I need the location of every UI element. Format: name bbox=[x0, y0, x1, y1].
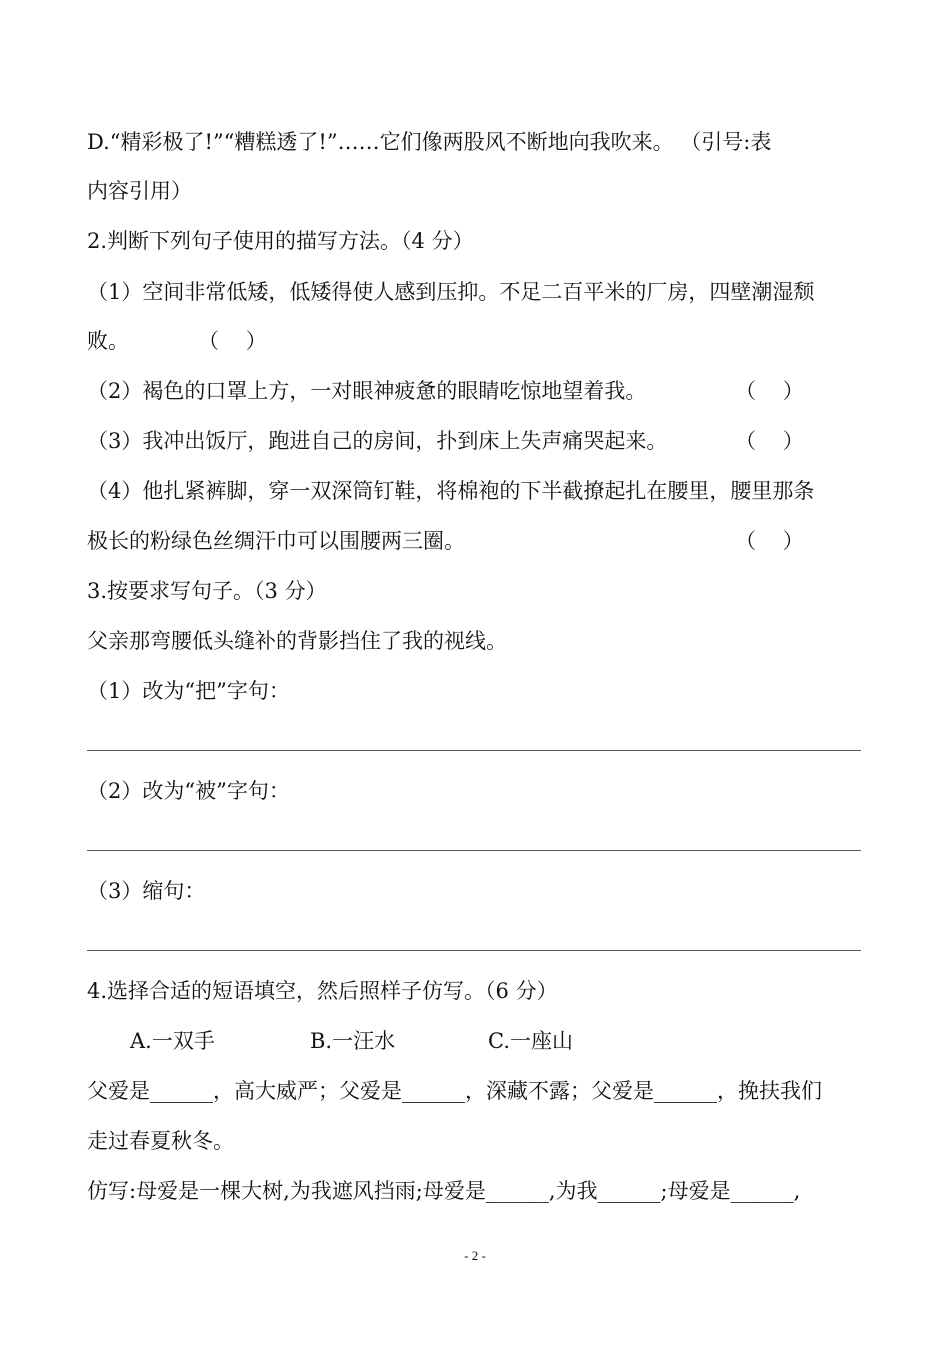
question-3-item-1: （1）改为“把”字句： bbox=[87, 679, 290, 703]
answer-line-1[interactable] bbox=[87, 750, 861, 751]
question-2-title: 2.判断下列句子使用的描写方法。（4 分） bbox=[87, 229, 474, 253]
question-2-item-2: （2）褐色的口罩上方，一对眼神疲惫的眼睛吃惊地望着我。 bbox=[87, 379, 647, 403]
question-2-item-4-line-1: （4）他扎紧裤脚，穿一双深筒钉鞋，将棉袍的下半截撩起扎在腰里，腰里那条 bbox=[87, 479, 815, 503]
answer-bracket-3[interactable]: （ ） bbox=[735, 429, 804, 453]
question-3-item-2: （2）改为“被”字句： bbox=[87, 779, 290, 803]
answer-bracket-1[interactable]: （ ） bbox=[198, 329, 267, 353]
question-4-title: 4.选择合适的短语填空，然后照样子仿写。（6 分） bbox=[87, 979, 558, 1003]
question-4-imitation: 仿写:母爱是一棵大树,为我遮风挡雨;母爱是______,为我______;母爱是______, bbox=[87, 1179, 801, 1203]
d-option-line-1: D.“精彩极了!”“糟糕透了!”……它们像两股风不断地向我吹来。 （引号:表 bbox=[87, 130, 772, 154]
question-2-item-3: （3）我冲出饭厅，跑进自己的房间，扑到床上失声痛哭起来。 bbox=[87, 429, 668, 453]
answer-line-2[interactable] bbox=[87, 850, 861, 851]
answer-bracket-2[interactable]: （ ） bbox=[735, 379, 804, 403]
question-4-option-b: B.一汪水 bbox=[310, 1029, 396, 1053]
answer-bracket-4[interactable]: （ ） bbox=[735, 529, 804, 553]
question-2-item-1-line-1: （1）空间非常低矮，低矮得使人感到压抑。不足二百平米的厂房，四壁潮湿颓 bbox=[87, 280, 815, 304]
question-2-item-4-line-2: 极长的粉绿色丝绸汗巾可以围腰两三圈。 bbox=[87, 529, 465, 553]
question-4-option-a: A.一双手 bbox=[130, 1029, 215, 1053]
question-3-title: 3.按要求写句子。（3 分） bbox=[87, 579, 327, 603]
question-4-option-c: C.一座山 bbox=[488, 1029, 573, 1053]
page-number: - 2 - bbox=[464, 1248, 486, 1263]
question-3-item-3: （3）缩句： bbox=[87, 879, 206, 903]
d-option-line-2: 内容引用） bbox=[87, 179, 192, 203]
question-4-paragraph-line-1: 父爱是______，高大威严；父爱是______，深藏不露；父爱是______，挽扶我们 bbox=[87, 1079, 822, 1103]
answer-line-3[interactable] bbox=[87, 950, 861, 951]
question-4-paragraph-line-2: 走过春夏秋冬。 bbox=[87, 1129, 234, 1153]
question-3-sentence: 父亲那弯腰低头缝补的背影挡住了我的视线。 bbox=[87, 629, 507, 653]
question-2-item-1-line-2: 败。 bbox=[87, 329, 129, 353]
